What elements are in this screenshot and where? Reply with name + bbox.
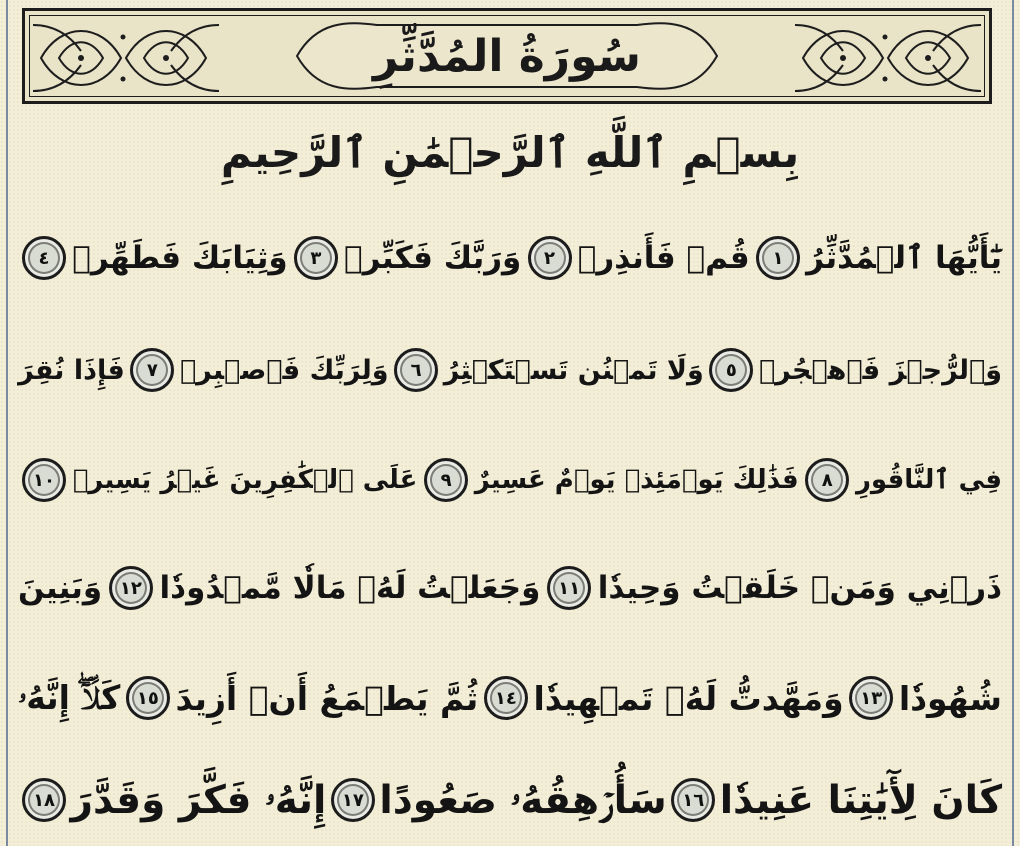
verse-line <box>18 218 1002 298</box>
verse-line <box>18 658 1002 738</box>
verse-text: إِنَّهُۥ فَكَّرَ وَقَدَّرَ <box>70 777 327 823</box>
verse-text: فَذَٰلِكَ يَوۡمَئِذٖ يَوۡمٌ عَسِيرٌ <box>474 465 799 495</box>
ayah-number-marker: ٨ <box>805 458 849 502</box>
verse-text: وَٱلرُّجۡزَ فَٱهۡجُرۡ <box>758 354 1002 386</box>
verse-text: كَانَ لِأٓيَٰتِنَا عَنِيدٗا <box>719 777 1002 823</box>
verse-text: قُمۡ فَأَنذِرۡ <box>577 240 750 276</box>
verse-text: وَبَنِينَ <box>18 570 103 606</box>
verse-text: شُهُودٗا <box>898 678 1002 718</box>
verse-line <box>18 330 1002 410</box>
ayah-number-marker: ١٣ <box>849 676 893 720</box>
verse-text: فَإِذَا نُقِرَ <box>18 354 125 386</box>
ayah-number-marker: ١٢ <box>109 566 153 610</box>
basmala: بِسۡمِ ٱللَّهِ ٱلرَّحۡمَٰنِ ٱلرَّحِيمِ <box>220 128 800 177</box>
ayah-number-marker: ٤ <box>22 236 66 280</box>
ayah-number-marker: ٥ <box>709 348 753 392</box>
verse-text: وَثِيَابَكَ فَطَهِّرۡ <box>72 240 288 276</box>
ayah-number-marker: ١٠ <box>22 458 66 502</box>
ayah-number-marker: ١٤ <box>484 676 528 720</box>
verse-line <box>18 760 1002 840</box>
verse-text: يَٰٓأَيُّهَا ٱلۡمُدَّثِّرُ <box>806 240 1002 276</box>
ayah-number-marker: ١٥ <box>126 676 170 720</box>
verse-text: وَمَهَّدتُّ لَهُۥ تَمۡهِيدٗا <box>533 678 844 718</box>
ayah-number-marker: ٧ <box>130 348 174 392</box>
verse-line <box>18 548 1002 628</box>
verse-text: كَلَّآۖ إِنَّهُۥ <box>18 678 121 717</box>
verse-text: سَأُرۡهِقُهُۥ صَعُودًا <box>379 777 667 823</box>
ayah-number-marker: ٩ <box>424 458 468 502</box>
ayah-number-marker: ١٨ <box>22 778 66 822</box>
ayah-number-marker: ١١ <box>547 566 591 610</box>
ayah-number-marker: ٣ <box>294 236 338 280</box>
verse-text: وَرَبَّكَ فَكَبِّرۡ <box>344 240 522 276</box>
verse-line <box>18 440 1002 520</box>
ayah-number-marker: ١ <box>756 236 800 280</box>
ayah-number-marker: ٢ <box>528 236 572 280</box>
verse-text: وَلَا تَمۡنُن تَسۡتَكۡثِرُ <box>443 354 704 386</box>
verse-text: فِي ٱلنَّاقُورِ <box>855 465 1002 495</box>
verse-text: وَلِرَبِّكَ فَٱصۡبِرۡ <box>179 354 389 386</box>
ayah-number-marker: ٦ <box>394 348 438 392</box>
surah-title: سُورَةُ المُدَّثِّرِ <box>373 30 641 82</box>
ayah-number-marker: ١٦ <box>671 778 715 822</box>
verse-text: ثُمَّ يَطۡمَعُ أَنۡ أَزِيدَ <box>175 678 479 718</box>
verse-text: ذَرۡنِي وَمَنۡ خَلَقۡتُ وَحِيدٗا <box>597 570 1002 606</box>
verse-text: وَجَعَلۡتُ لَهُۥ مَالٗا مَّمۡدُودٗا <box>159 570 541 606</box>
ayah-number-marker: ١٧ <box>331 778 375 822</box>
verse-text: عَلَى ٱلۡكَٰفِرِينَ غَيۡرُ يَسِيرٖ <box>72 465 418 495</box>
